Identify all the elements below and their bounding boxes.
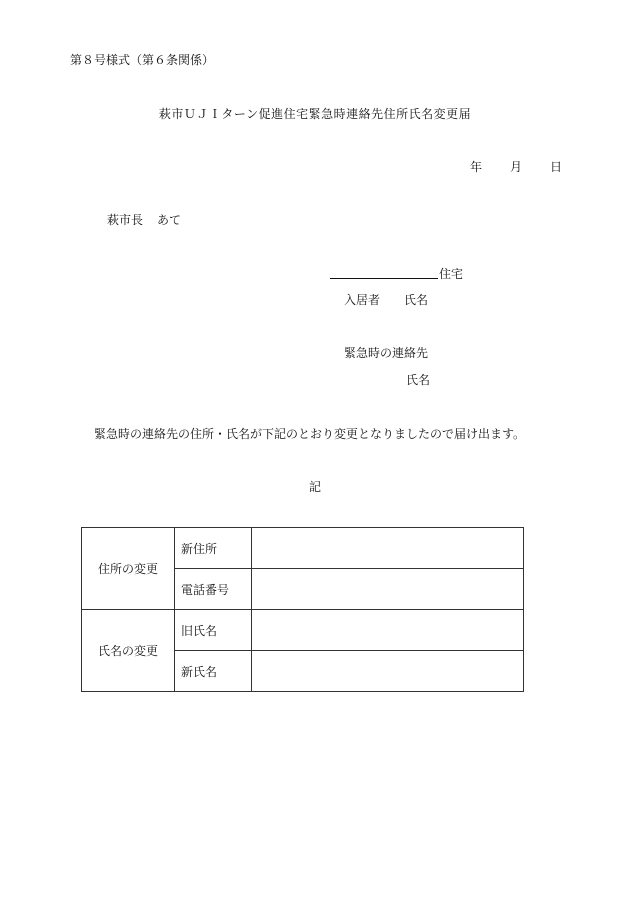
residence-blank-line [330, 278, 438, 279]
form-number: 第８号様式（第６条関係） [70, 53, 215, 67]
date-day: 日 [549, 160, 562, 174]
date-line [470, 161, 562, 173]
date-year: 年 [469, 160, 482, 174]
new-address-field[interactable] [252, 528, 524, 569]
new-address-label: 新住所 [175, 528, 252, 569]
addressee [107, 214, 181, 226]
name-change-category: 氏名の変更 [82, 610, 175, 692]
address-change-category: 住所の変更 [82, 528, 175, 610]
old-name-label: 旧氏名 [175, 610, 252, 651]
emergency-contact-name-label: 氏名 [406, 373, 431, 387]
table-row [82, 610, 524, 651]
resident-label: 入居者 [344, 293, 381, 307]
addressee-suffix: あて [157, 213, 182, 227]
residence-suffix: 住宅 [439, 267, 464, 281]
old-name-field[interactable] [252, 610, 524, 651]
phone-field[interactable] [252, 569, 524, 610]
addressee-mayor: 萩市長 [107, 213, 144, 227]
resident-name-label: 氏名 [404, 293, 429, 307]
change-table [81, 527, 524, 692]
emergency-contact-label: 緊急時の連絡先 [344, 346, 429, 360]
date-month: 月 [509, 160, 522, 174]
document-title: 萩市ＵＪＩターン促進住宅緊急時連絡先住所氏名変更届 [158, 107, 472, 121]
new-name-label: 新氏名 [175, 651, 252, 692]
table-row [82, 528, 524, 569]
new-name-field[interactable] [252, 651, 524, 692]
phone-label: 電話番号 [175, 569, 252, 610]
statement-text: 緊急時の連絡先の住所・氏名が下記のとおり変更となりましたので届け出ます。 [94, 427, 526, 441]
ki-heading: 記 [308, 480, 321, 494]
